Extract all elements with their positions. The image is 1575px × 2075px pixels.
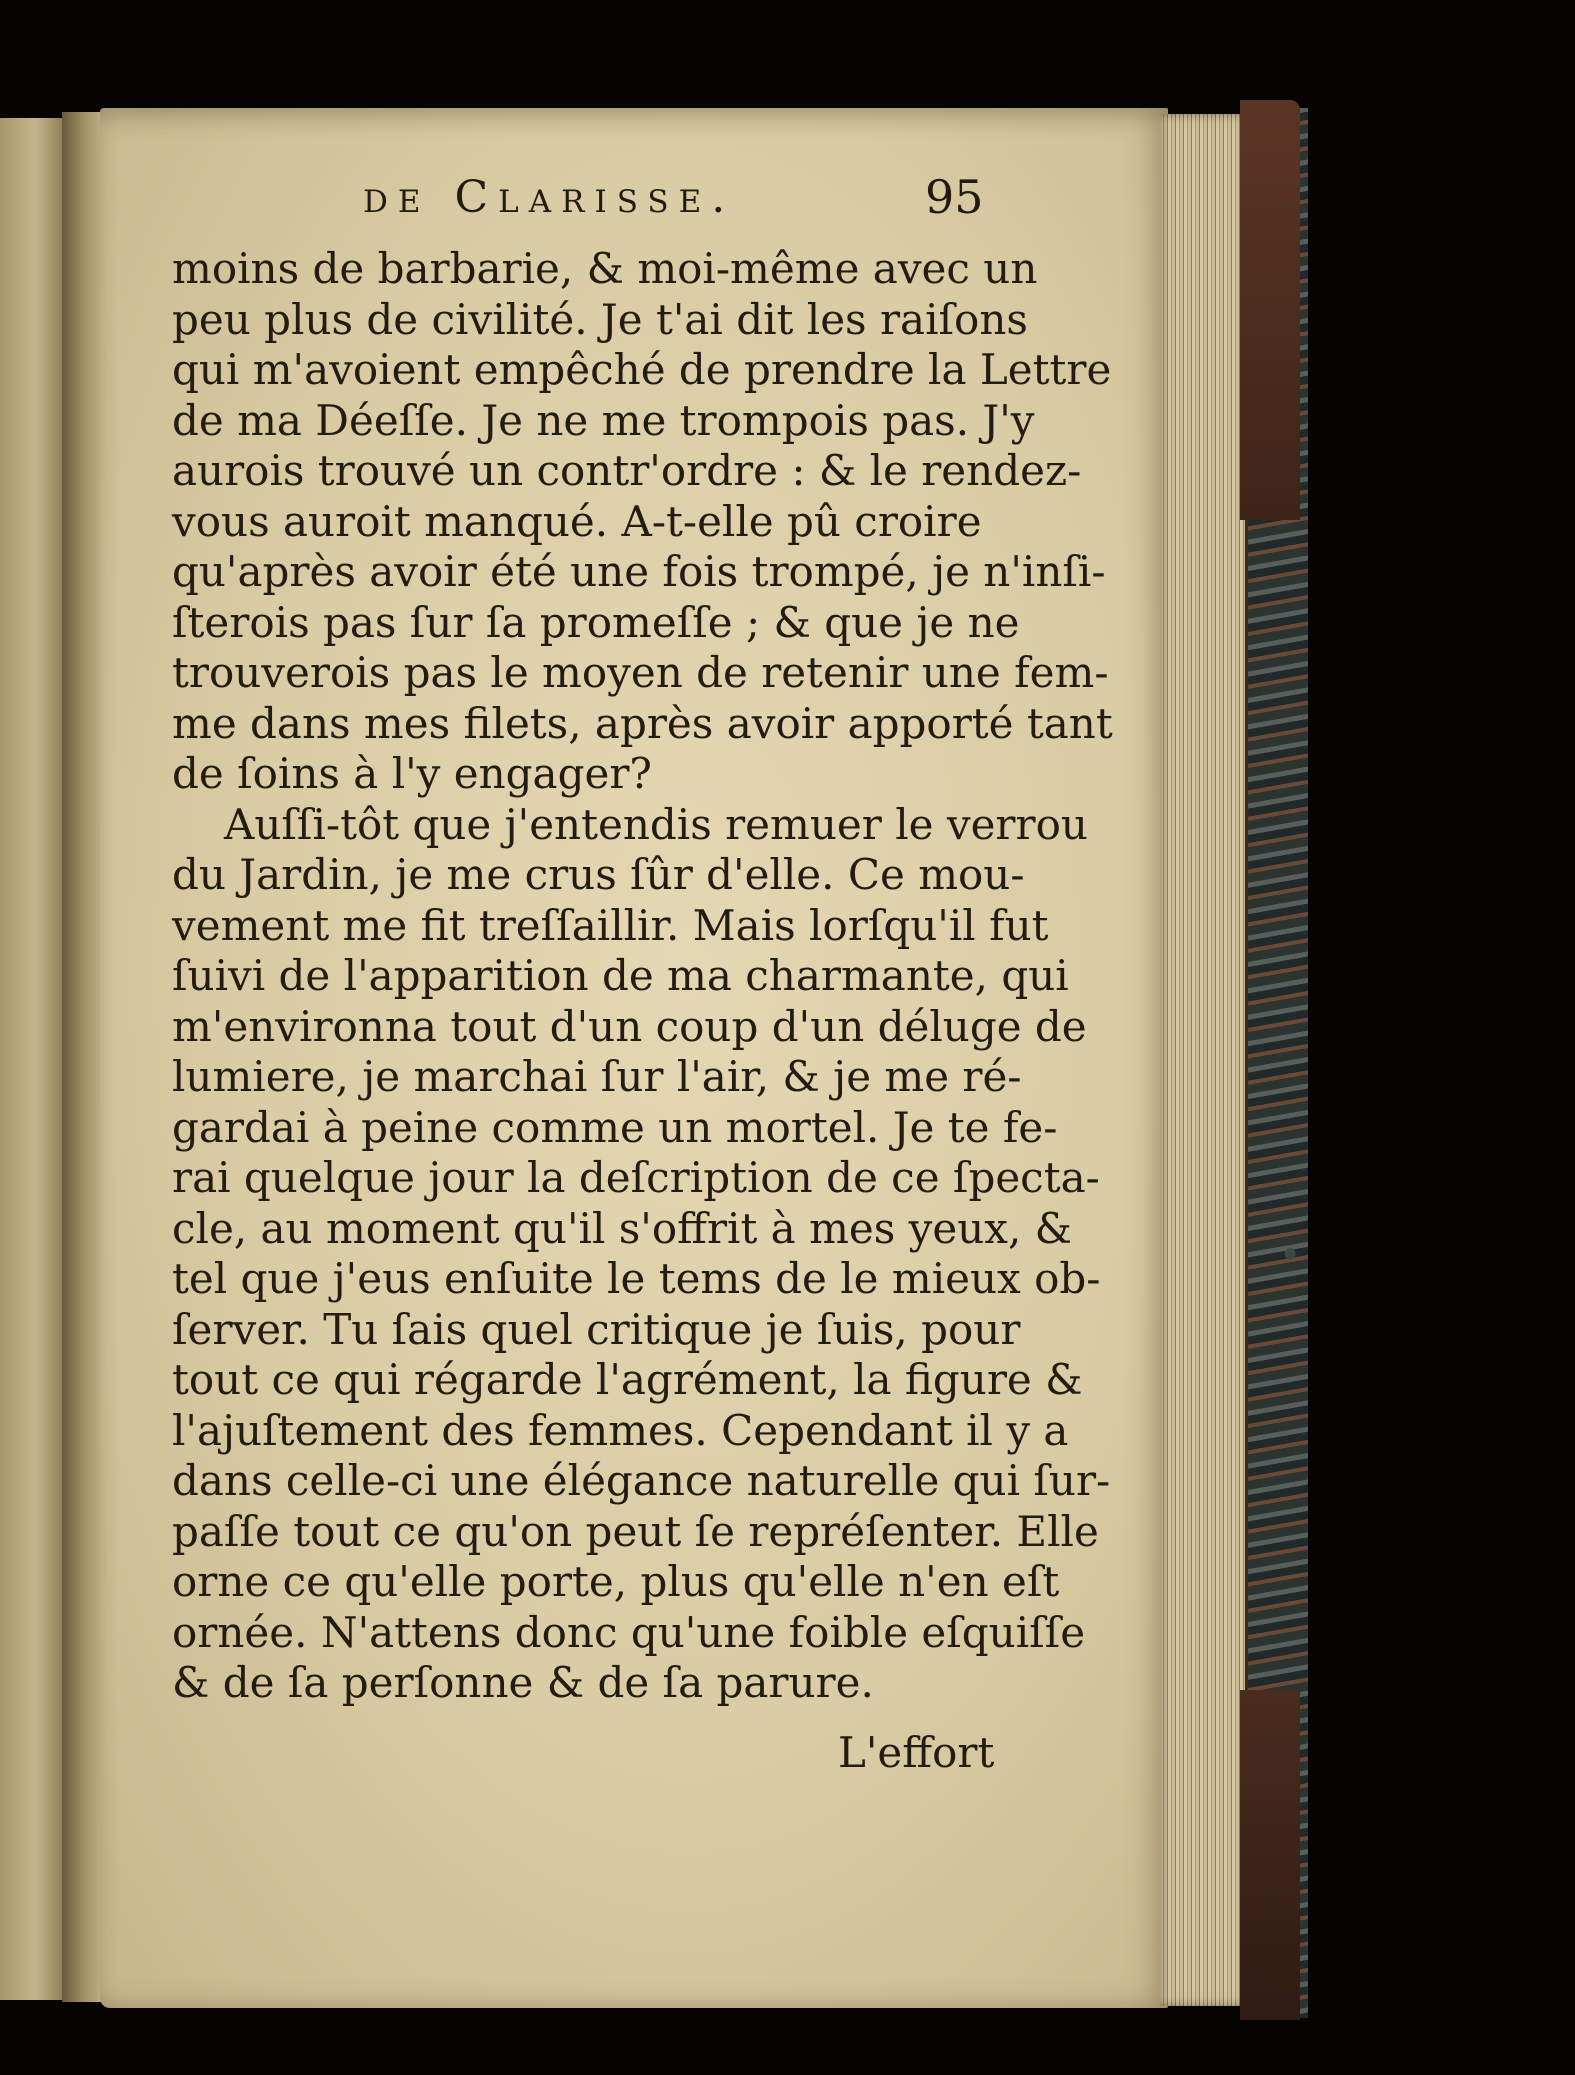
text-line: & de ſa perſonne & de ſa parure. (172, 1658, 874, 1707)
catchword: L'effort (838, 1728, 995, 1777)
text-line: ſerver. Tu ſais quel critique je ſuis, pour (172, 1304, 1021, 1354)
text-line: peu plus de civilité. Je t'ai dit les raiſons (172, 294, 1028, 344)
page-fore-edge (1160, 114, 1252, 2006)
text-line: Auſſi-tôt que j'entendis remuer le verrou (224, 799, 1088, 849)
text-line: l'ajuſtement des femmes. Cependant il y a (172, 1405, 1069, 1455)
text-line: dans celle-ci une élégance naturelle qui ſur- (172, 1456, 1111, 1505)
text-line: qu'après avoir été une fois trompé, je n'inſi- (172, 547, 1106, 596)
text-line: qui m'avoient empêché de prendre la Lettre (172, 345, 1112, 394)
text-line: tout ce qui régarde l'agrément, la figure & (172, 1355, 1083, 1404)
text-line: paſſe tout ce qu'on peut ſe repréſenter. Elle (172, 1506, 1099, 1556)
text-line: m'environna tout d'un coup d'un déluge de (172, 1001, 1087, 1051)
text-line: ornée. N'attens donc qu'une foible eſquiſſe (172, 1607, 1086, 1657)
text-line: me dans mes filets, après avoir apporté tant (172, 698, 1113, 748)
page-number: 95 (925, 170, 984, 224)
leather-cover-top (1240, 100, 1300, 520)
text-line: rai quelque jour la deſcription de ce ſpecta- (172, 1153, 1100, 1202)
text-line: aurois trouvé un contr'ordre : & le rendez- (172, 446, 1082, 495)
text-line: gardai à peine comme un mortel. Je te fe- (172, 1102, 1058, 1152)
text-line: cle, au moment qu'il s'offrit à mes yeux, & (172, 1203, 1073, 1253)
text-line: de ſoins à l'y engager? (172, 749, 652, 798)
text-line: moins de barbarie, & moi-même avec un (172, 244, 1038, 293)
running-head-title: de Clarisse. (363, 172, 736, 223)
text-line: ſterois pas ſur ſa promeſſe ; & que je ne (172, 597, 1020, 647)
text-line: vement me fit treſſaillir. Mais lorſqu'il fut (172, 900, 1049, 950)
text-line: de ma Déeſſe. Je ne me trompois pas. J'y (172, 395, 1035, 445)
text-line: vous auroit manqué. A-t-elle pû croire (172, 496, 982, 546)
text-line: orne ce qu'elle porte, plus qu'elle n'en eſt (172, 1557, 1060, 1606)
text-line: tel que j'eus enſuite le tems de le mieux ob- (172, 1254, 1101, 1303)
text-line: du Jardin, je me crus ſûr d'elle. Ce mou- (172, 850, 1025, 899)
text-line: ſuivi de l'apparition de ma charmante, qui (172, 951, 1069, 1000)
running-head (0, 170, 1575, 230)
text-line: lumiere, je marchai ſur l'air, & je me ré- (172, 1052, 1022, 1101)
previous-page-edge (0, 118, 66, 2000)
leather-cover-bottom (1240, 1690, 1300, 2020)
body-text (172, 244, 1113, 1709)
text-line: trouverois pas le moyen de retenir une fem- (172, 648, 1109, 697)
